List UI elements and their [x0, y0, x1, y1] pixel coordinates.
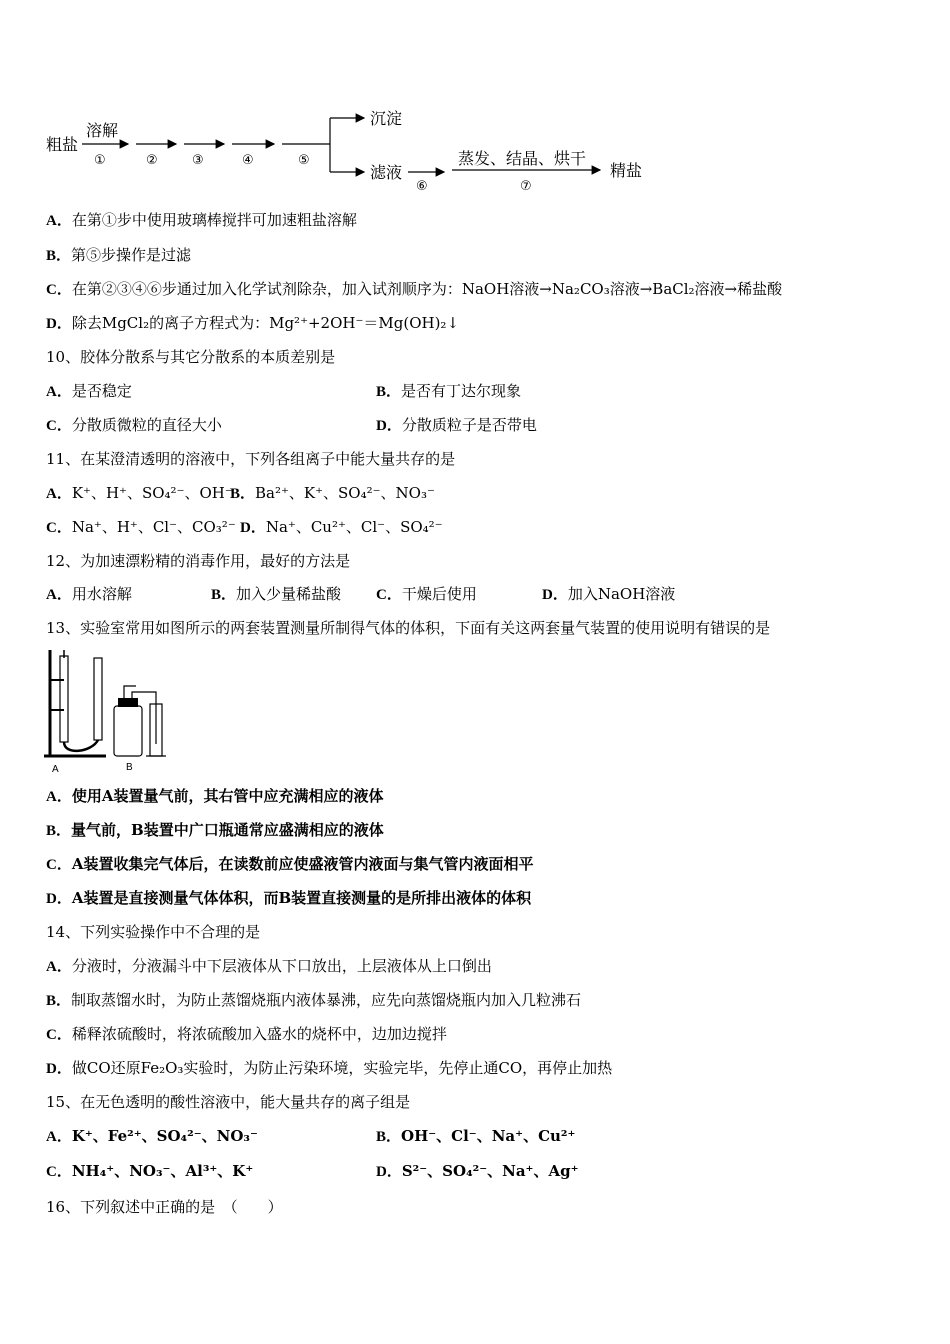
q14-stem: 14、下列实验操作中不合理的是 — [46, 923, 261, 941]
q11-option-d: D．Na⁺、Cu²⁺、Cl⁻、SO₄²⁻ — [240, 518, 443, 536]
q10-option-a: A．是否稳定 — [46, 382, 132, 400]
flow-step-number: ① — [94, 153, 106, 168]
q11-stem: 11、在某澄清透明的溶液中，下列各组离子中能大量共存的是 — [46, 450, 456, 468]
q13-option-b: B．量气前，B装置中广口瓶通常应盛满相应的液体 — [46, 821, 384, 839]
q12-option-b: B．加入少量稀盐酸 — [211, 585, 342, 603]
rubber-tube — [64, 740, 98, 751]
flow-step-number: ⑤ — [298, 153, 310, 168]
q16-stem: 16、下列叙述中正确的是 （ ） — [46, 1198, 283, 1216]
burette-tube — [60, 656, 68, 742]
flow-end: 精盐 — [610, 161, 643, 180]
q11-option-c: C．Na⁺、H⁺、Cl⁻、CO₃²⁻ — [46, 518, 236, 536]
flow-start: 粗盐 — [46, 135, 79, 154]
flow-step-number: ⑦ — [520, 179, 532, 194]
flow-step7-label: 蒸发、结晶、烘干 — [458, 149, 587, 168]
q10-option-c: C．分散质微粒的直径大小 — [46, 416, 222, 434]
leveling-tube — [94, 658, 102, 740]
q11-option-b: B．Ba²⁺、K⁺、SO₄²⁻、NO₃⁻ — [230, 484, 435, 502]
q14-option-c: C．稀释浓硫酸时，将浓硫酸加入盛水的烧杯中，边加边搅拌 — [46, 1025, 447, 1043]
flow-step-number: ② — [146, 153, 158, 168]
q12-option-a: A．用水溶解 — [46, 585, 132, 603]
salt-purification-flowchart — [40, 108, 660, 198]
wide-mouth-bottle — [114, 706, 142, 756]
q11-option-a: A．K⁺、H⁺、SO₄²⁻、OH⁻ — [46, 484, 233, 502]
q9-option-d: D．除去MgCl₂的离子方程式为：Mg²⁺+2OH⁻＝Mg(OH)₂↓ — [46, 314, 460, 332]
q13-option-c: C．A装置收集完气体后，在读数前应使盛液管内液面与集气管内液面相平 — [46, 855, 534, 873]
flow-step-number: ④ — [242, 153, 254, 168]
flow-step-number: ③ — [192, 153, 204, 168]
flow-precipitate: 沉淀 — [370, 109, 403, 128]
bottle-stopper — [118, 698, 138, 707]
q15-option-b: B．OH⁻、Cl⁻、Na⁺、Cu²⁺ — [376, 1127, 576, 1145]
q12-option-d: D．加入NaOH溶液 — [542, 585, 676, 603]
q15-option-a: A．K⁺、Fe²⁺、SO₄²⁻、NO₃⁻ — [46, 1127, 258, 1145]
flow-filtrate: 滤液 — [370, 163, 403, 182]
q10-option-d: D．分散质粒子是否带电 — [376, 416, 537, 434]
figure-label-a: A — [52, 764, 59, 775]
figure-label-b: B — [126, 762, 133, 773]
q13-option-d: D．A装置是直接测量气体体积，而B装置直接测量的是所排出液体的体积 — [46, 889, 532, 907]
q9-option-b: B．第⑤步操作是过滤 — [46, 246, 192, 264]
q15-option-c: C．NH₄⁺、NO₃⁻、Al³⁺、K⁺ — [46, 1162, 254, 1180]
q13-stem: 13、实验室常用如图所示的两套装置测量所制得气体的体积，下面有关这两套量气装置的使用说明有错误的是 — [46, 619, 771, 637]
flow-step1-label: 溶解 — [86, 121, 119, 140]
q15-option-d: D．S²⁻、SO₄²⁻、Na⁺、Ag⁺ — [376, 1162, 579, 1180]
q10-option-b: B．是否有丁达尔现象 — [376, 382, 522, 400]
q10-stem: 10、胶体分散系与其它分散系的本质差别是 — [46, 348, 336, 366]
q12-stem: 12、为加速漂粉精的消毒作用，最好的方法是 — [46, 552, 351, 570]
q14-option-b: B．制取蒸馏水时，为防止蒸馏烧瓶内液体暴沸，应先向蒸馏烧瓶内加入几粒沸石 — [46, 991, 582, 1009]
gas-measuring-apparatus-figure — [40, 648, 180, 776]
q9-option-a: A．在第①步中使用玻璃棒搅拌可加速粗盐溶解 — [46, 211, 357, 229]
q15-stem: 15、在无色透明的酸性溶液中，能大量共存的离子组是 — [46, 1093, 411, 1111]
q14-option-d: D．做CO还原Fe₂O₃实验时，为防止污染环境，实验完毕，先停止通CO，再停止加热 — [46, 1059, 613, 1077]
q14-option-a: A．分液时，分液漏斗中下层液体从下口放出，上层液体从上口倒出 — [46, 957, 492, 975]
flow-step-number: ⑥ — [416, 179, 428, 194]
q12-option-c: C．干燥后使用 — [376, 585, 477, 603]
q9-option-c: C．在第②③④⑥步通过加入化学试剂除杂，加入试剂顺序为：NaOH溶液→Na₂CO₃溶液→BaCl₂溶液→稀盐酸 — [46, 280, 783, 298]
q13-option-a: A．使用A装置量气前，其右管中应充满相应的液体 — [46, 787, 384, 805]
